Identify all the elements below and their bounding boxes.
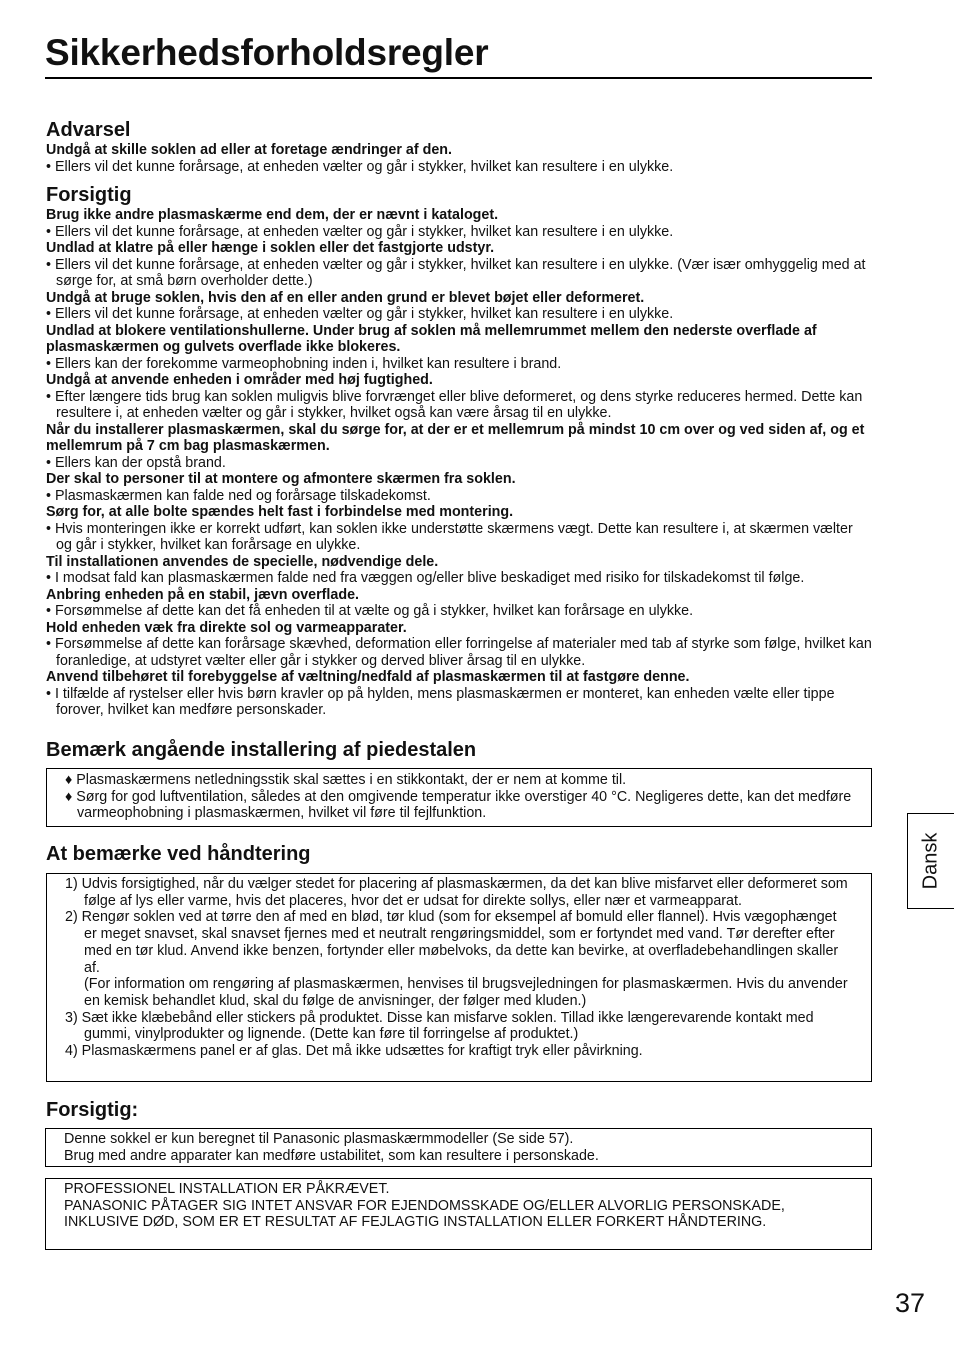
forsigtig-item-8-bold: Til installationen anvendes de specielle, nødvendige dele. xyxy=(46,553,439,570)
forsigtig-item-10-bold: Hold enheden væk fra direkte sol og varmeapparater. xyxy=(46,619,407,636)
advarsel-item-0-bullet: • Ellers vil det kunne forårsage, at enheden vælter og går i stykker, hvilket kan resultere i en ulykke. xyxy=(46,158,674,175)
forsigtig2-heading: Forsigtig: xyxy=(46,1099,139,1121)
advarsel-section xyxy=(46,118,872,175)
handtering-item-2: 2) Rengør soklen ved at tørre den af med en blød, tør klud (som for eksempel af bomuld eller flannel). Hvis vægophænget er meget snavset, skal snavset fjernes med et neutralt rengøringsmiddel, som er fortyndet med vand. Tør derefter efter med en tør klud. Anvend ikke benzen, fortynder eller møbelvoks, da dette kan bevirke, at overfladebehandlingen skaller af. xyxy=(65,909,839,976)
language-tab xyxy=(907,813,954,909)
forsigtig-item-3-bullet: • Ellers kan der forekomme varmeophobning inden i, hvilket kan resultere i brand. xyxy=(46,355,562,372)
advarsel-item-0-bold: Undgå at skille soklen ad eller at foretage ændringer af den. xyxy=(46,142,452,158)
forsigtig-item-11-bold: Anvend tilbehøret til forebyggelse af væltning/nedfald af plasmaskærmen til at fastgøre denne. xyxy=(46,669,690,685)
forsigtig-item-1-bold: Undlad at klatre på eller hænge i soklen eller det fastgjorte udstyr. xyxy=(46,240,495,256)
forsigtig2-line-1: Brug med andre apparater kan medføre ustabilitet, som kan resultere i personskade. xyxy=(64,1147,599,1164)
piedestal-item-1: ♦ Sørg for god luftventilation, således at den omgivende temperatur ikke overstiger 40 °C. Negligeres dette, kan det medføre varmeophobning i plasmaskærmen, hvilket vil føre til fejlfunktion. xyxy=(65,788,852,822)
forsigtig-item-1-bullet: • Ellers vil det kunne forårsage, at enheden vælter og går i stykker, hvilket kan resultere i en ulykke. (Vær især omhyggelig med at sørge for, at små børn overholder dette.) xyxy=(46,256,866,289)
piedestal-section xyxy=(46,738,872,762)
handtering-note: (For information om rengøring af plasmaskærmen, henvises til brugsvejledningen for plasmaskærmen. Hvis du anvender en kemisk behandlet klud, skal du følge de anvisninger, der følger med kluden.) xyxy=(84,976,848,1009)
forsigtig-item-10-bullet: • Forsømmelse af dette kan forårsage skævhed, deformation eller forringelse af materialer med tab af styrke som følge, hvilket kan foranledige, at udstyret vælter eller går i stykker og derved bliver årsag til en ulykke. xyxy=(46,636,872,669)
handtering-item-1: 1) Udvis forsigtighed, når du vælger stedet for placering af plasmaskærmen, da det kan blive misfarvet eller deformeret som følge af lys eller varme, hvis det placeres, hvor det er udsat for direkte sollys, eller nær et varmeapparat. xyxy=(65,876,848,909)
advarsel-heading: Advarsel xyxy=(46,119,131,141)
forsigtig-item-0-bullet: • Ellers vil det kunne forårsage, at enheden vælter og går i stykker, hvilket kan resultere i en ulykke. xyxy=(46,223,674,240)
forsigtig-section xyxy=(46,183,872,719)
forsigtig-item-8-bullet: • I modsat fald kan plasmaskærmen falde ned fra væggen og/eller blive beskadiget med risiko for tilskadekomst til følge. xyxy=(46,570,805,586)
handtering-item-3: 3) Sæt ikke klæbebånd eller stickers på produktet. Disse kan misfarve soklen. Tillad ikke længerevarende kontakt med gummi, vinylprodukter og lignende. (Dette kan føre til forringelse af produktet.) xyxy=(65,1009,814,1043)
page-number: 37 xyxy=(895,1288,926,1318)
professionel-box xyxy=(45,1178,872,1250)
piedestal-heading: Bemærk angående installering af piedestalen xyxy=(46,739,477,761)
forsigtig-item-9-bullet: • Forsømmelse af dette kan det få enheden til at vælte og gå i stykker, hvilket kan forårsage en ulykke. xyxy=(46,603,694,619)
handtering-item-4: 4) Plasmaskærmens panel er af glas. Det må ikke udsættes for kraftigt tryk eller påvirkning. xyxy=(65,1043,643,1060)
forsigtig-item-3-bold: Undlad at blokere ventilationshullerne. Under brug af soklen må mellemrummet mellem den nederste overflade af plasmaskærmen og gulvets overflade ikke blokeres. xyxy=(46,322,817,355)
forsigtig2-line-0: Denne sokkel er kun beregnet til Panasonic plasmaskærmmodeller (Se side 57). xyxy=(64,1131,574,1147)
forsigtig-item-4-bold: Undgå at anvende enheden i områder med høj fugtighed. xyxy=(46,372,433,388)
professionel-text: PROFESSIONEL INSTALLATION ER PÅKRÆVET. PANASONIC PÅTAGER SIG INTET ANSVAR FOR EJENDOMSSKADE OG/ELLER ALVORLIG PERSONSKADE, INKLUSIVE DØD, SOM ER ET RESULTAT AF FEJLAGTIG INSTALLATION ELLER FORKERT HÅNDTERING. xyxy=(64,1181,785,1231)
forsigtig-item-6-bold: Der skal to personer til at montere og afmontere skærmen fra soklen. xyxy=(46,471,516,487)
forsigtig-item-5-bold: Når du installerer plasmaskærmen, skal du sørge for, at der er et mellemrum på mindst 10 cm over og ved siden af, og et mellemrum på 7 cm bag plasmaskærmen. xyxy=(46,421,865,454)
piedestal-box xyxy=(46,768,872,827)
forsigtig-item-11-bullet: • I tilfælde af rystelser eller hvis børn kravler op på hylden, mens plasmaskærmen er monteret, kan enheden vælte eller tippe forover, hvilket kan medføre personskader. xyxy=(46,685,835,718)
forsigtig-item-2-bold: Undgå at bruge soklen, hvis den af en eller anden grund er blevet bøjet eller deformeret. xyxy=(46,289,645,306)
handtering-box xyxy=(46,873,872,1082)
handtering-heading: At bemærke ved håndtering xyxy=(46,843,311,865)
page-title: Sikkerhedsforholdsregler xyxy=(45,30,872,79)
forsigtig-heading: Forsigtig xyxy=(46,184,132,206)
forsigtig-item-4-bullet: • Efter længere tids brug kan soklen muligvis blive forvrænget eller blive deformeret, og dens styrke reduceres hermed. Dette kan resultere i, at enheden vælter og går i stykker, hvilket også kan være årsag til en ulykke. xyxy=(46,388,863,421)
forsigtig-item-9-bold: Anbring enheden på en stabil, jævn overflade. xyxy=(46,586,360,603)
forsigtig-item-7-bold: Sørg for, at alle bolte spændes helt fast i forbindelse med montering. xyxy=(46,504,514,520)
forsigtig-item-5-bullet: • Ellers kan der opstå brand. xyxy=(46,454,226,471)
forsigtig2-section xyxy=(46,1098,872,1122)
piedestal-item-0: ♦ Plasmaskærmens netledningsstik skal sættes i en stikkontakt, der er nem at komme til. xyxy=(65,772,627,788)
forsigtig-item-2-bullet: • Ellers vil det kunne forårsage, at enheden vælter og går i stykker, hvilket kan resultere i en ulykke. xyxy=(46,306,674,322)
language-tab-label: Dansk xyxy=(919,832,942,890)
forsigtig-item-0-bold: Brug ikke andre plasmaskærme end dem, der er nævnt i kataloget. xyxy=(46,207,499,223)
forsigtig-item-6-bullet: • Plasmaskærmen kan falde ned og forårsage tilskadekomst. xyxy=(46,487,431,504)
forsigtig-item-7-bullet: • Hvis monteringen ikke er korrekt udført, kan soklen ikke understøtte skærmens vægt. Dette kan resultere i, at skærmen vælter og går i stykker, hvilket kan forårsage en ulykke. xyxy=(46,520,853,553)
forsigtig2-box xyxy=(45,1128,872,1167)
handtering-section xyxy=(46,842,872,866)
